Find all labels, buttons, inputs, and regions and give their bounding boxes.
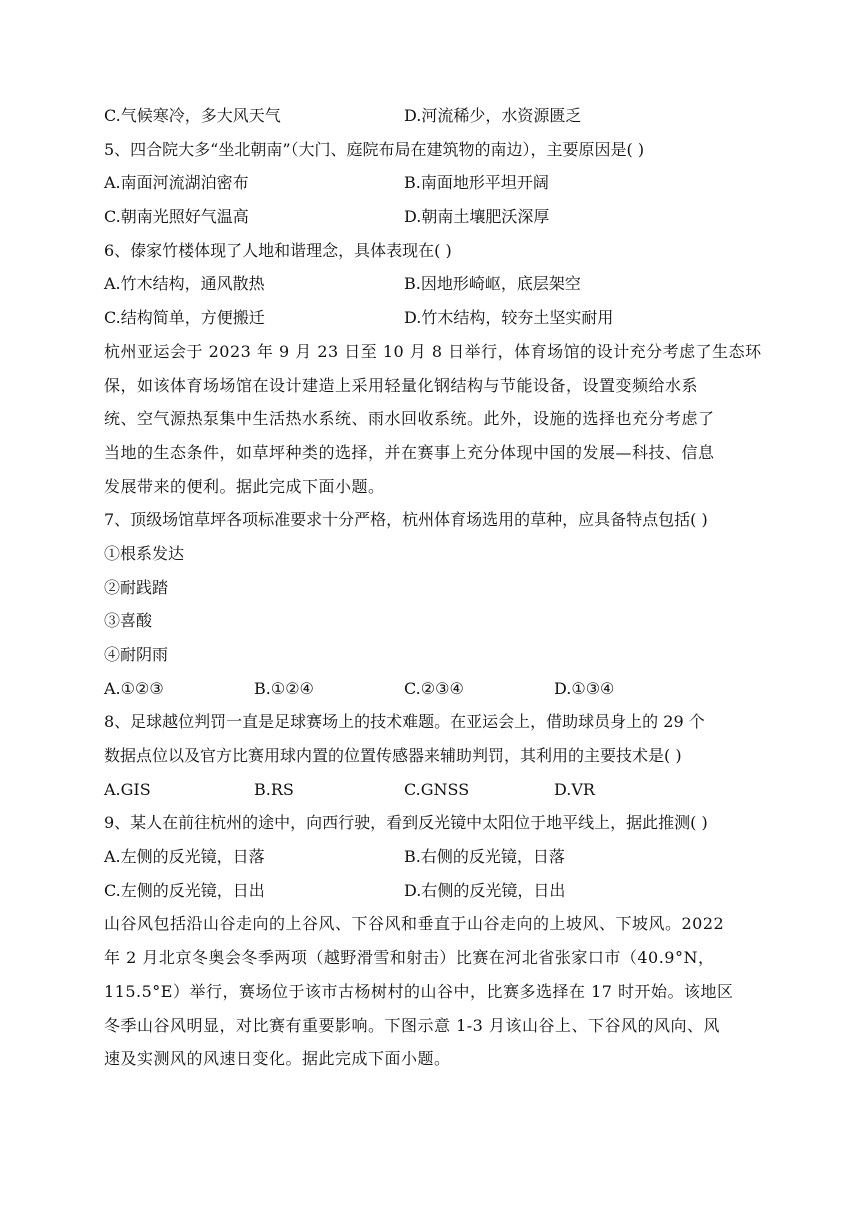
passage1-line-5: 发展带来的便利。据此完成下面小题。 [104, 477, 385, 496]
q6-stem: 6、傣家竹楼体现了人地和谐理念，具体表现在( ) [104, 241, 452, 260]
passage2-line-5: 速及实测风的风速日变化。据此完成下面小题。 [104, 1049, 451, 1068]
passage1-line-4: 当地的生态条件，如草坪种类的选择，并在赛事上充分体现中国的发展—科技、信息 [104, 443, 715, 462]
q9-option-b: B.右侧的反光镜，日落 [404, 847, 565, 866]
q7-item-2: ②耐践踏 [104, 578, 169, 597]
q8-option-c: C.GNSS [404, 780, 470, 799]
q6-option-b: B.因地形崎岖，底层架空 [404, 274, 581, 293]
q7-item-4: ④耐阴雨 [104, 645, 169, 664]
q8-stem-line-1: 8、足球越位判罚一直是足球赛场上的技术难题。在亚运会上，借助球员身上的 29 个 [104, 712, 705, 731]
passage2-line-3: 115.5°E）举行，赛场位于该市古杨树村的山谷中，比赛多选择在 17 时开始。该地区 [104, 982, 734, 1001]
q7-item-3: ③喜酸 [104, 611, 153, 630]
q9-option-c: C.左侧的反光镜，日出 [104, 881, 265, 900]
q9-stem: 9、某人在前往杭州的途中，向西行驶，看到反光镜中太阳位于地平线上，据此推测( ) [104, 813, 708, 832]
q8-option-a: A.GIS [104, 780, 151, 799]
q7-option-a: A.①②③ [104, 679, 164, 698]
q5-option-d: D.朝南土壤肥沃深厚 [404, 207, 550, 226]
q9-option-a: A.左侧的反光镜，日落 [104, 847, 265, 866]
q6-option-c: C.结构简单，方便搬迁 [104, 308, 265, 327]
passage2-line-1: 山谷风包括沿山谷走向的上谷风、下谷风和垂直于山谷走向的上坡风、下坡风。2022 [104, 914, 725, 933]
q4-option-d: D.河流稀少，水资源匮乏 [404, 106, 582, 125]
passage2-line-2: 年 2 月北京冬奥会冬季两项（越野滑雪和射击）比赛在河北省张家口市（40.9°N， [104, 948, 715, 967]
q6-option-d: D.竹木结构，较夯土坚实耐用 [404, 308, 614, 327]
q4-option-c: C.气候寒冷，多大风天气 [104, 106, 281, 125]
passage2-line-4: 冬季山谷风明显，对比赛有重要影响。下图示意 1-3 月该山谷上、下谷风的风向、风 [104, 1016, 720, 1035]
q5-option-c: C.朝南光照好气温高 [104, 207, 249, 226]
q7-option-c: C.②③④ [404, 679, 464, 698]
q7-option-d: D.①③④ [554, 679, 615, 698]
q6-option-a: A.竹木结构，通风散热 [104, 274, 265, 293]
passage1-line-2: 保，如该体育场场馆在设计建造上采用轻量化钢结构与节能设备，设置变频给水系 [104, 376, 699, 395]
q8-option-d: D.VR [554, 780, 595, 799]
q5-option-b: B.南面地形平坦开阔 [404, 173, 549, 192]
q8-stem-line-2: 数据点位以及官方比赛用球内置的位置传感器来辅助判罚，其利用的主要技术是( ) [104, 746, 682, 765]
q7-stem: 7、顶级场馆草坪各项标准要求十分严格，杭州体育场选用的草种，应具备特点包括( ) [104, 510, 708, 529]
q9-option-d: D.右侧的反光镜，日出 [404, 881, 566, 900]
passage1-line-1: 杭州亚运会于 2023 年 9 月 23 日至 10 月 8 日举行，体育场馆的设计充分考虑了生态环 [104, 342, 762, 361]
q5-stem: 5、四合院大多“坐北朝南”（大门、庭院布局在建筑物的南边），主要原因是( ) [104, 140, 645, 159]
q8-option-b: B.RS [254, 780, 294, 799]
q5-option-a: A.南面河流湖泊密布 [104, 173, 249, 192]
passage1-line-3: 统、空气源热泵集中生活热水系统、雨水回收系统。此外，设施的选择也充分考虑了 [104, 409, 715, 428]
q7-item-1: ①根系发达 [104, 544, 185, 563]
q7-option-b: B.①②④ [254, 679, 314, 698]
